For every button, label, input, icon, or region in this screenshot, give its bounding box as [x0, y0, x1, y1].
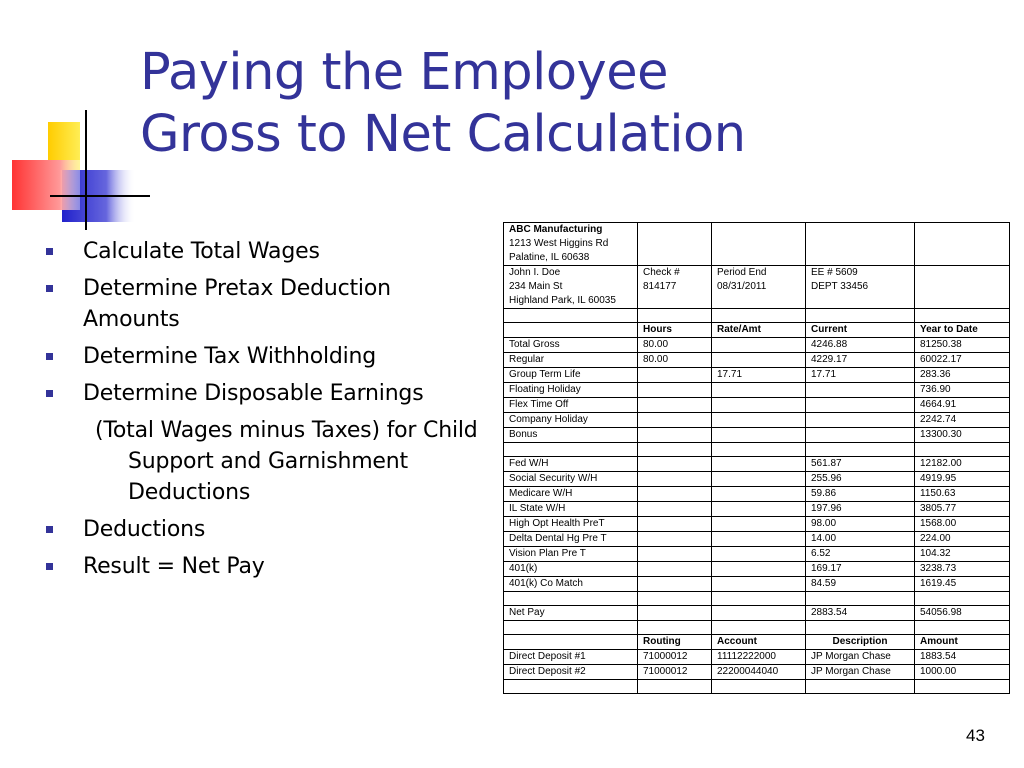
table-cell: Flex Time Off	[504, 398, 638, 413]
table-cell: 1150.63	[915, 487, 1010, 502]
column-header: Description	[806, 635, 915, 650]
table-cell	[638, 680, 712, 694]
table-cell: 4246.88	[806, 338, 915, 353]
table-cell	[638, 532, 712, 547]
deduction-row	[504, 517, 1010, 532]
table-cell: 736.90	[915, 383, 1010, 398]
earnings-row	[504, 383, 1010, 398]
table-cell: 1000.00	[915, 665, 1010, 680]
table-cell: 17.71	[806, 368, 915, 383]
table-cell: 80.00	[638, 338, 712, 353]
table-cell: 81250.38	[915, 338, 1010, 353]
bullet-square-icon	[46, 353, 53, 360]
bullet-list	[44, 236, 494, 588]
table-cell: 401(k) Co Match	[504, 577, 638, 592]
table-cell: High Opt Health PreT	[504, 517, 638, 532]
employer-address-line-2: Palatine, IL 60638	[509, 252, 590, 263]
table-cell: 1619.45	[915, 577, 1010, 592]
table-cell	[712, 517, 806, 532]
table-cell	[915, 621, 1010, 635]
table-cell	[712, 413, 806, 428]
table-cell: 3238.73	[915, 562, 1010, 577]
table-cell: Direct Deposit #1	[504, 650, 638, 665]
table-cell: Direct Deposit #2	[504, 665, 638, 680]
title-line-1: Paying the Employee	[140, 43, 668, 102]
table-cell	[638, 517, 712, 532]
blank-row	[504, 443, 1010, 457]
column-header: Account	[712, 635, 806, 650]
table-cell: 60022.17	[915, 353, 1010, 368]
table-cell	[638, 606, 712, 621]
table-cell	[806, 592, 915, 606]
table-cell	[638, 502, 712, 517]
title-line-2: Gross to Net Calculation	[140, 105, 746, 164]
employee-name: John I. Doe	[509, 267, 561, 278]
table-cell	[915, 680, 1010, 694]
deduction-row	[504, 457, 1010, 472]
table-cell	[638, 428, 712, 443]
table-cell: 4229.17	[806, 353, 915, 368]
table-cell: 255.96	[806, 472, 915, 487]
check-cell	[638, 266, 712, 309]
table-cell	[915, 592, 1010, 606]
department: DEPT 33456	[811, 281, 869, 292]
table-cell: 2883.54	[806, 606, 915, 621]
period-end-date: 08/31/2011	[717, 281, 767, 292]
decorative-squares	[0, 0, 150, 230]
table-cell: Floating Holiday	[504, 383, 638, 398]
bullet-square-icon	[46, 390, 53, 397]
table-cell	[806, 383, 915, 398]
table-cell: 1568.00	[915, 517, 1010, 532]
table-cell: IL State W/H	[504, 502, 638, 517]
table-cell	[638, 577, 712, 592]
table-cell: Fed W/H	[504, 457, 638, 472]
table-cell: Delta Dental Hg Pre T	[504, 532, 638, 547]
table-cell: JP Morgan Chase	[806, 650, 915, 665]
table-cell	[504, 309, 638, 323]
table-cell	[504, 621, 638, 635]
deduction-row	[504, 472, 1010, 487]
bullet-item: Result = Net Pay	[44, 551, 494, 582]
period-label: Period End	[717, 267, 767, 278]
table-cell	[504, 443, 638, 457]
employee-row	[504, 266, 1010, 309]
table-cell: Net Pay	[504, 606, 638, 621]
employee-cell	[504, 266, 638, 309]
table-cell	[806, 443, 915, 457]
check-label: Check #	[643, 267, 680, 278]
table-cell	[712, 592, 806, 606]
table-cell: 80.00	[638, 353, 712, 368]
table-cell	[638, 413, 712, 428]
table-cell: 2242.74	[915, 413, 1010, 428]
table-cell	[504, 592, 638, 606]
table-cell: 98.00	[806, 517, 915, 532]
table-cell	[638, 443, 712, 457]
deposit-row	[504, 650, 1010, 665]
deposit-row	[504, 665, 1010, 680]
bullet-item: Determine Pretax Deduction Amounts	[44, 273, 494, 335]
table-cell	[712, 457, 806, 472]
ee-number: EE # 5609	[811, 267, 858, 278]
bullet-item: Determine Disposable Earnings	[44, 378, 494, 409]
table-cell: Bonus	[504, 428, 638, 443]
table-cell	[712, 428, 806, 443]
table-cell: 104.32	[915, 547, 1010, 562]
employer-row	[504, 223, 1010, 266]
header-row	[504, 323, 1010, 338]
table-cell: 283.36	[915, 368, 1010, 383]
header-row	[504, 635, 1010, 650]
table-cell	[638, 621, 712, 635]
table-cell	[712, 472, 806, 487]
column-header: Routing	[638, 635, 712, 650]
column-header: Rate/Amt	[712, 323, 806, 338]
slide-title	[140, 42, 746, 166]
earnings-row	[504, 413, 1010, 428]
deduction-row	[504, 547, 1010, 562]
sub-bullet-text: (Total Wages minus Taxes) for Child Support and Garnishment Deductions	[95, 418, 478, 505]
table-cell: JP Morgan Chase	[806, 665, 915, 680]
table-cell: 59.86	[806, 487, 915, 502]
table-cell	[806, 413, 915, 428]
table-cell	[638, 368, 712, 383]
table-cell: 197.96	[806, 502, 915, 517]
net-pay-row	[504, 606, 1010, 621]
table-cell	[915, 309, 1010, 323]
table-cell	[638, 547, 712, 562]
bullet-item: Calculate Total Wages	[44, 236, 494, 267]
employee-address-line-2: Highland Park, IL 60035	[509, 295, 616, 306]
blank-row	[504, 592, 1010, 606]
column-header: Year to Date	[915, 323, 1010, 338]
table-cell	[806, 398, 915, 413]
bullet-square-icon	[46, 285, 53, 292]
table-cell: Company Holiday	[504, 413, 638, 428]
table-cell: 3805.77	[915, 502, 1010, 517]
table-cell: 224.00	[915, 532, 1010, 547]
table-cell: 4919.95	[915, 472, 1010, 487]
table-cell	[806, 621, 915, 635]
bullet-item: Deductions	[44, 514, 494, 545]
table-cell	[915, 443, 1010, 457]
earnings-row	[504, 428, 1010, 443]
table-cell	[712, 621, 806, 635]
table-cell: 169.17	[806, 562, 915, 577]
table-cell: 1883.54	[915, 650, 1010, 665]
table-cell	[504, 680, 638, 694]
bullet-square-icon	[46, 526, 53, 533]
table-cell	[712, 443, 806, 457]
table-cell	[712, 606, 806, 621]
employee-address-line-1: 234 Main St	[509, 281, 563, 292]
ee-cell	[806, 266, 915, 309]
table-cell	[712, 383, 806, 398]
table-cell	[638, 487, 712, 502]
table-cell: 22200044040	[712, 665, 806, 680]
table-cell	[712, 532, 806, 547]
bullet-square-icon	[46, 248, 53, 255]
column-header: Hours	[638, 323, 712, 338]
table-cell	[712, 487, 806, 502]
table-cell	[712, 577, 806, 592]
blank-row	[504, 621, 1010, 635]
deduction-row	[504, 562, 1010, 577]
table-cell	[712, 547, 806, 562]
table-cell: 14.00	[806, 532, 915, 547]
table-cell	[712, 353, 806, 368]
table-cell	[806, 680, 915, 694]
table-cell	[638, 472, 712, 487]
deduction-row	[504, 502, 1010, 517]
bullet-square-icon	[46, 563, 53, 570]
bullet-item: Determine Tax Withholding	[44, 341, 494, 372]
employer-name: ABC Manufacturing	[509, 224, 603, 235]
earnings-row	[504, 338, 1010, 353]
table-cell	[712, 562, 806, 577]
table-cell: 401(k)	[504, 562, 638, 577]
column-header: Current	[806, 323, 915, 338]
table-cell: Group Term Life	[504, 368, 638, 383]
blank-row	[504, 680, 1010, 694]
page-number: 43	[966, 726, 985, 745]
table-cell	[638, 592, 712, 606]
table-cell: Medicare W/H	[504, 487, 638, 502]
table-cell: 71000012	[638, 650, 712, 665]
table-cell	[638, 383, 712, 398]
table-cell: 54056.98	[915, 606, 1010, 621]
table-cell	[806, 309, 915, 323]
table-cell	[806, 428, 915, 443]
table-cell	[712, 680, 806, 694]
table-cell: Vision Plan Pre T	[504, 547, 638, 562]
table-cell	[712, 309, 806, 323]
employer-address-line-1: 1213 West Higgins Rd	[509, 238, 609, 249]
table-cell	[638, 562, 712, 577]
table-cell	[712, 338, 806, 353]
table-cell: 13300.30	[915, 428, 1010, 443]
deduction-row	[504, 532, 1010, 547]
table-cell: 561.87	[806, 457, 915, 472]
table-cell	[712, 398, 806, 413]
table-cell: 4664.91	[915, 398, 1010, 413]
table-cell	[638, 398, 712, 413]
earnings-row	[504, 353, 1010, 368]
table-cell: 6.52	[806, 547, 915, 562]
table-cell: 12182.00	[915, 457, 1010, 472]
check-number: 814177	[643, 281, 677, 292]
table-cell: 17.71	[712, 368, 806, 383]
column-header: Amount	[915, 635, 1010, 650]
deduction-row	[504, 577, 1010, 592]
period-cell	[712, 266, 806, 309]
employer-cell	[504, 223, 638, 266]
table-cell: Social Security W/H	[504, 472, 638, 487]
red-square	[12, 160, 80, 210]
table-cell: 84.59	[806, 577, 915, 592]
blank-row	[504, 309, 1010, 323]
deduction-row	[504, 487, 1010, 502]
table-cell: 71000012	[638, 665, 712, 680]
table-cell: 11112222000	[712, 650, 806, 665]
table-cell	[638, 457, 712, 472]
pay-statement-table	[503, 222, 1010, 694]
table-cell	[712, 502, 806, 517]
table-cell	[638, 309, 712, 323]
table-cell: Regular	[504, 353, 638, 368]
earnings-row	[504, 368, 1010, 383]
earnings-row	[504, 398, 1010, 413]
table-cell: Total Gross	[504, 338, 638, 353]
